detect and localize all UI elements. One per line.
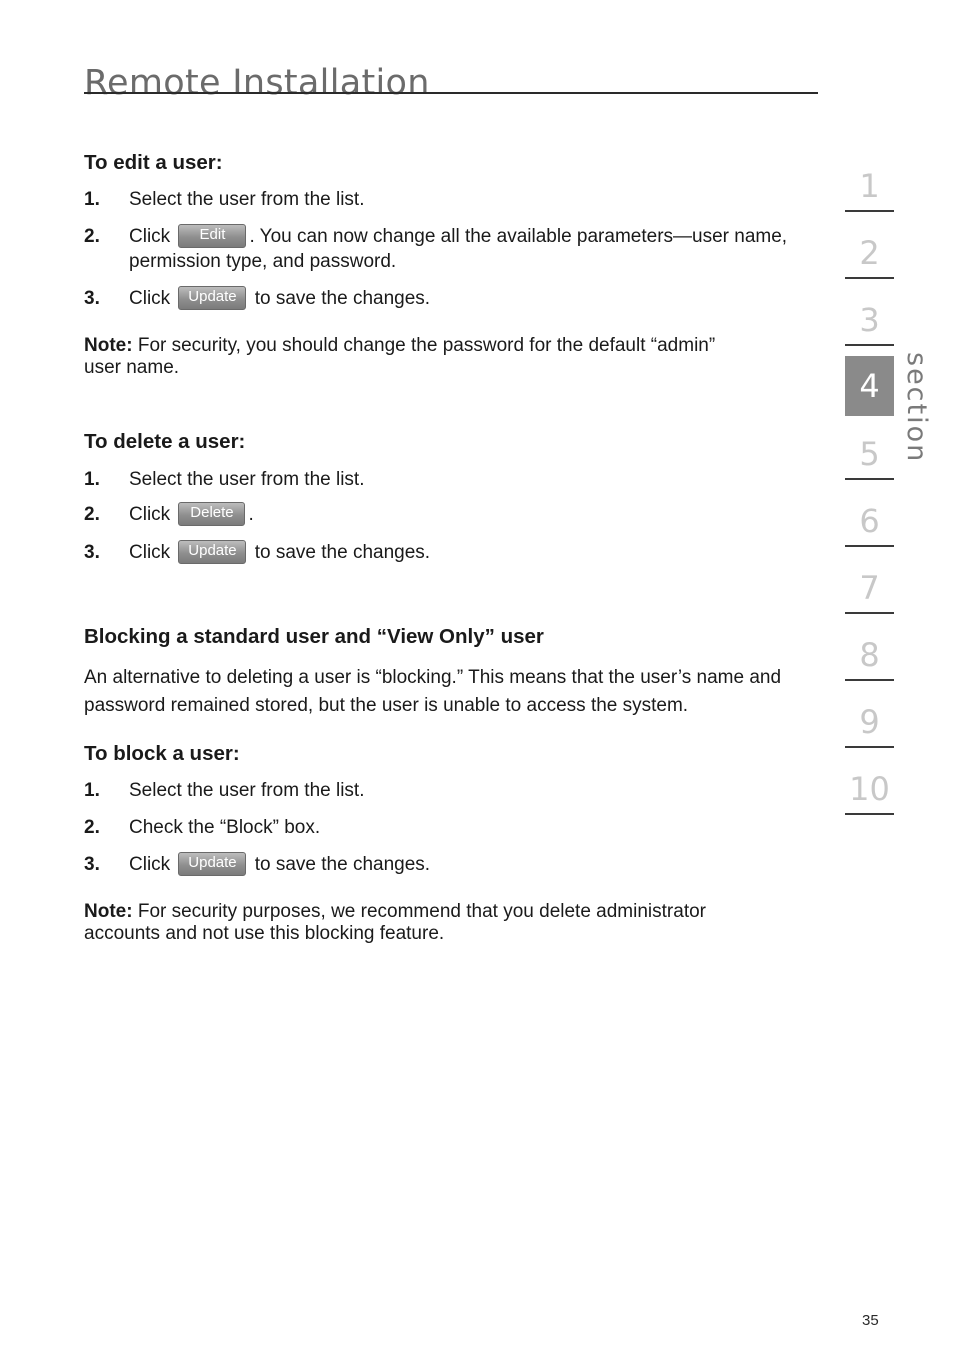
- step-text-post: to save the changes.: [249, 854, 431, 875]
- section-nav-item-8[interactable]: 8: [845, 629, 894, 681]
- step-number: 2.: [84, 226, 100, 247]
- page-number: 35: [862, 1312, 879, 1329]
- step-text-pre: Click: [129, 854, 176, 875]
- section-label: section: [901, 352, 932, 464]
- step-text: Select the user from the list.: [129, 780, 365, 801]
- note-label: Note:: [84, 901, 133, 922]
- delete-user-heading: To delete a user:: [84, 430, 246, 453]
- page-title: Remote Installation: [84, 63, 430, 104]
- step-text-pre: Click: [129, 504, 176, 525]
- step-number: 3.: [84, 288, 100, 309]
- step-text: Check the “Block” box.: [129, 817, 321, 838]
- step-text-post: .: [248, 504, 254, 525]
- section-nav-item-5[interactable]: 5: [845, 428, 894, 480]
- step-number: 3.: [84, 854, 100, 875]
- step-number: 2.: [84, 817, 100, 838]
- step-text: Select the user from the list.: [129, 189, 365, 210]
- section-nav-item-3[interactable]: 3: [845, 294, 894, 346]
- block-note: [84, 901, 784, 945]
- step-number: 3.: [84, 542, 100, 563]
- step-text-post: to save the changes.: [249, 542, 431, 563]
- step-text-pre: Click: [129, 288, 176, 309]
- update-button[interactable]: Update: [178, 540, 246, 564]
- step-number: 1.: [84, 189, 100, 210]
- edit-button[interactable]: Edit: [178, 224, 246, 248]
- edit-note: [84, 335, 724, 379]
- note-text: For security, you should change the password for the default “admin” user name.: [84, 335, 716, 378]
- step-text: [129, 286, 794, 311]
- title-divider: [84, 92, 818, 94]
- edit-user-heading: To edit a user:: [84, 151, 223, 174]
- blocking-body: An alternative to deleting a user is “blocking.” This means that the user’s name and password remained stored, but the user is unable to access the system.: [84, 667, 782, 716]
- section-nav-item-1[interactable]: 1: [845, 160, 894, 212]
- block-user-heading: To block a user:: [84, 742, 240, 765]
- step-text: [129, 224, 794, 274]
- step-text: [129, 540, 794, 565]
- step-number: 1.: [84, 469, 100, 490]
- step-number: 2.: [84, 504, 100, 525]
- step-number: 1.: [84, 780, 100, 801]
- note-text: For security purposes, we recommend that you delete administrator accounts and not use this blocking feature.: [84, 901, 706, 944]
- section-nav-item-2[interactable]: 2: [845, 227, 894, 279]
- section-nav-item-9[interactable]: 9: [845, 696, 894, 748]
- update-button[interactable]: Update: [178, 286, 246, 310]
- step-text: [129, 502, 794, 527]
- blocking-heading: Blocking a standard user and “View Only” user: [84, 625, 544, 648]
- step-text: [129, 852, 794, 877]
- section-nav-item-6[interactable]: 6: [845, 495, 894, 547]
- section-nav-item-10[interactable]: 10: [845, 763, 894, 815]
- step-text-pre: Click: [129, 226, 176, 247]
- section-nav-item-4[interactable]: 4: [845, 356, 894, 416]
- step-text-post: . You can now change all the available parameters—user name, permission type, and password.: [129, 226, 788, 272]
- step-text-post: to save the changes.: [249, 288, 431, 309]
- step-text-pre: Click: [129, 542, 176, 563]
- section-nav-item-7[interactable]: 7: [845, 562, 894, 614]
- step-text: Select the user from the list.: [129, 469, 365, 490]
- note-label: Note:: [84, 335, 133, 356]
- update-button[interactable]: Update: [178, 852, 246, 876]
- delete-button[interactable]: Delete: [178, 502, 245, 526]
